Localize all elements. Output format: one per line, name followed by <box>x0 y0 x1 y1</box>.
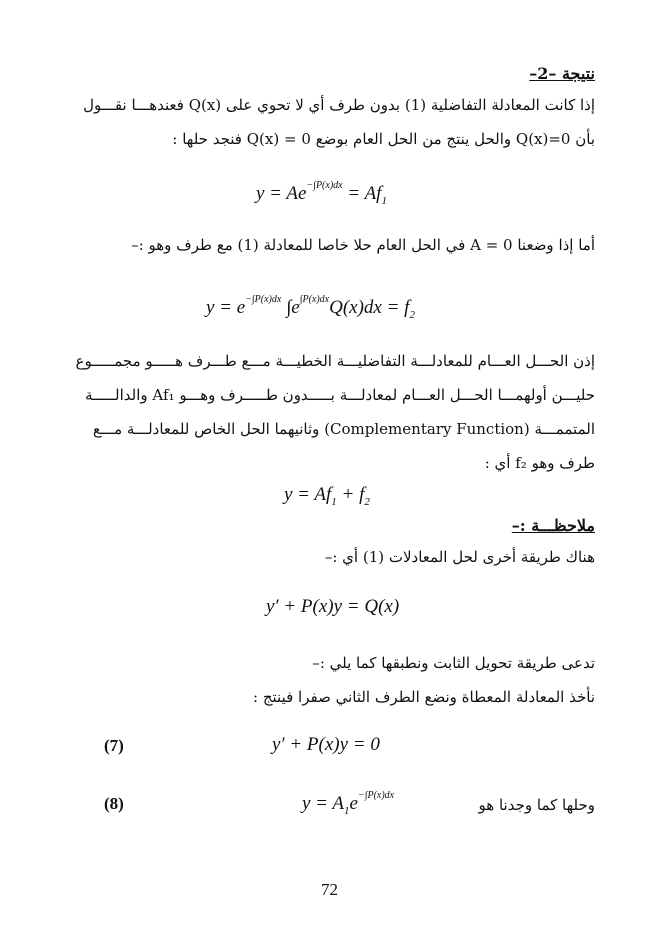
eq2-subscript: 2 <box>409 308 415 321</box>
paragraph-5: تدعى طريقة تحويل الثابت ونطبقها كما يلي :– <box>312 654 595 672</box>
eq3-text: y = Af <box>284 484 332 505</box>
eq8-e: e <box>349 793 358 814</box>
eq2-integral: ∫e <box>286 297 300 318</box>
note-heading: ملاحظـــة :– <box>511 516 595 535</box>
eq2-exponent-2: ∫P(x)dx <box>299 294 330 305</box>
eq8-lhs: y = A <box>302 793 345 814</box>
eq1-exponent: −∫P(x)dx <box>306 180 343 191</box>
paragraph-3-line-1: إذن الحـــل العـــام للمعادلـــة التفاضليـــة الخطيـــة مـــع طـــرف هـــــو مجمـــــوع <box>75 352 595 370</box>
eq3-sub-2: 2 <box>364 495 370 508</box>
equation-sum-solution <box>284 484 370 508</box>
equation-8 <box>302 790 394 817</box>
paragraph-4: هناك طريقة أخرى لحل المعادلات (1) أي :– <box>324 548 595 566</box>
paragraph-3-line-4: طرف وهو f₂ أي : <box>484 454 595 472</box>
eq2-lhs: y = e <box>206 297 246 318</box>
eq3-sub-1: 1 <box>331 495 337 508</box>
equation-7: y′ + P(x)y = 0 <box>272 734 380 755</box>
paragraph-3-line-3: المتممـــة (Complementary Function) وثانيهما الحل الخاص للمعادلـــة مـــع <box>92 420 595 438</box>
equation-8-label: وحلها كما وجدنا هو <box>478 796 595 814</box>
equation-linear-ode: y′ + P(x)y = Q(x) <box>266 596 400 617</box>
equation-general-solution <box>256 180 387 207</box>
eq1-subscript: 1 <box>381 194 387 207</box>
eq1-lhs: y = Ae <box>256 183 307 204</box>
result-heading: نتيجة –2– <box>529 64 595 83</box>
eq2-body: Q(x)dx = f <box>329 297 410 318</box>
equation-7-number: (7) <box>104 736 124 755</box>
paragraph-1-line-1: إذا كانت المعادلة التفاضلية (1) بدون طرف أي لا تحوي على Q(x) فعندهـــا نقـــول <box>83 96 595 114</box>
paragraph-6: نأخذ المعادلة المعطاة ونضع الطرف الثاني صفرا فينتج : <box>253 688 595 706</box>
eq3-mid: + f <box>336 484 365 505</box>
equation-8-number: (8) <box>104 794 124 813</box>
equation-particular-solution <box>206 294 415 321</box>
eq2-exponent-1: −∫P(x)dx <box>245 294 282 305</box>
page-number: 72 <box>321 880 338 899</box>
paragraph-3-line-2: حليـــن أولهمـــا الحـــل العـــام لمعادلـــة بـــــدون طـــــرف وهـــو Af₁ والدالـــــة <box>85 386 595 404</box>
paragraph-1-line-2: بأن Q(x)=0 والحل ينتج من الحل العام بوضع Q(x) = 0 فنجد حلها : <box>172 130 595 148</box>
eq8-exponent: −∫P(x)dx <box>357 790 395 801</box>
paragraph-2: أما إذا وضعنا A = 0 في الحل العام حلا خاصا للمعادلة (1) مع طرف وهو :– <box>131 236 595 254</box>
eq8-subscript: 1 <box>344 804 350 817</box>
eq1-rhs: = Af <box>347 183 382 204</box>
